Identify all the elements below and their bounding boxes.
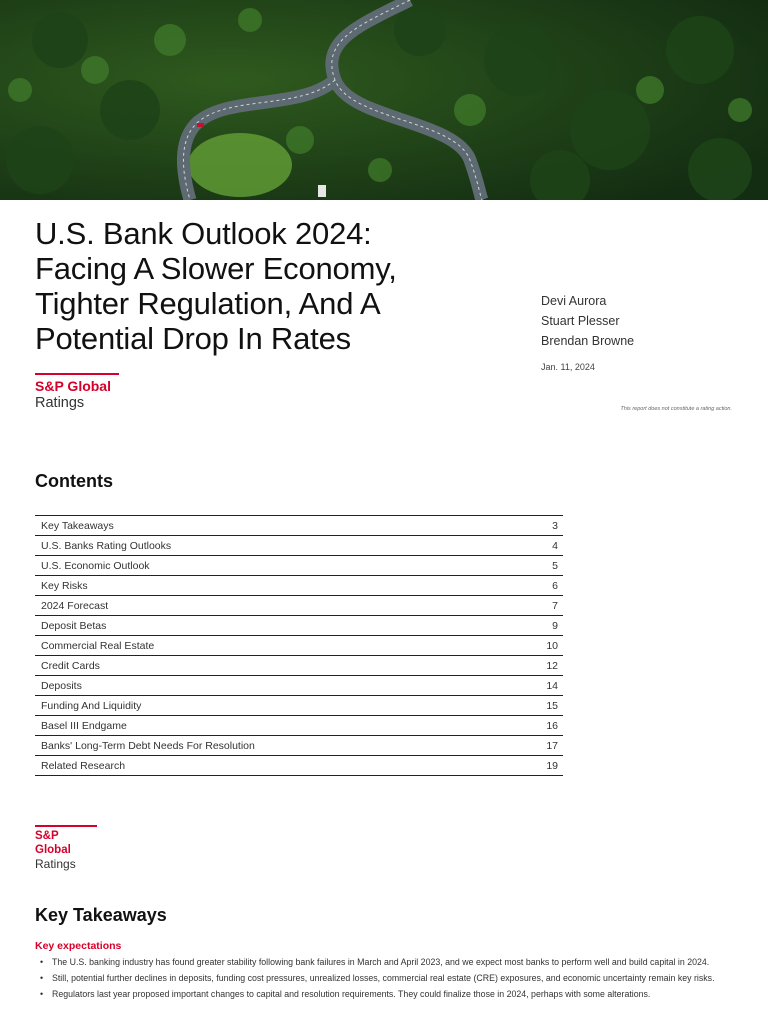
toc-row[interactable] xyxy=(35,736,563,756)
toc-row[interactable] xyxy=(35,516,563,536)
toc-row[interactable] xyxy=(35,756,563,776)
toc-page: 16 xyxy=(546,719,558,732)
toc-page: 5 xyxy=(552,559,558,572)
toc-page: 17 xyxy=(546,739,558,752)
logo-rule xyxy=(35,825,97,827)
toc-label: Commercial Real Estate xyxy=(41,639,155,652)
toc-page: 12 xyxy=(546,659,558,672)
logo-rule xyxy=(35,373,119,375)
toc-row[interactable] xyxy=(35,536,563,556)
rating-disclaimer: This report does not constitute a rating action. xyxy=(620,406,732,412)
report-date: Jan. 11, 2024 xyxy=(541,362,595,372)
sp-global-ratings-logo xyxy=(35,373,119,412)
logo-sub: Ratings xyxy=(35,395,85,411)
table-of-contents xyxy=(35,515,563,776)
toc-label: Key Takeaways xyxy=(41,519,114,532)
toc-row[interactable] xyxy=(35,616,563,636)
list-item: • Regulators last year proposed important changes to capital and resolution requirements. They could finalize those in 2024, perhaps with some alterations. xyxy=(38,989,738,1000)
toc-label: Credit Cards xyxy=(41,659,100,672)
toc-page: 4 xyxy=(552,539,558,552)
toc-row[interactable] xyxy=(35,576,563,596)
toc-page: 15 xyxy=(546,699,558,712)
toc-row[interactable] xyxy=(35,696,563,716)
logo-brand: S&P Global xyxy=(35,378,111,394)
toc-page: 3 xyxy=(552,519,558,532)
sp-global-ratings-logo-small xyxy=(35,825,97,871)
toc-row[interactable] xyxy=(35,596,563,616)
contents-heading: Contents xyxy=(35,471,113,491)
list-item: • The U.S. banking industry has found greater stability following bank failures in March and April 2023, and we expect most banks to perform well and build capital in 2024. xyxy=(38,957,738,968)
toc-label: 2024 Forecast xyxy=(41,599,109,612)
toc-page: 7 xyxy=(552,599,558,612)
toc-label: U.S. Banks Rating Outlooks xyxy=(41,539,172,552)
toc-label: Deposit Betas xyxy=(41,619,107,632)
toc-label: U.S. Economic Outlook xyxy=(41,559,150,572)
author-name: Brendan Browne xyxy=(541,334,635,348)
toc-label: Funding And Liquidity xyxy=(41,699,142,712)
cover-photo-winding-road xyxy=(0,0,768,200)
author-list xyxy=(541,291,634,351)
toc-page: 6 xyxy=(552,579,558,592)
list-item: • Still, potential further declines in deposits, funding cost pressures, unrealized losses, commercial real estate (CRE) exposures, and economic uncertainty remain key risks. xyxy=(38,973,738,984)
toc-label: Related Research xyxy=(41,759,126,772)
toc-page: 14 xyxy=(546,679,558,692)
author-name: Devi Aurora xyxy=(541,294,607,308)
key-expectations-subheading: Key expectations xyxy=(35,940,122,952)
toc-label: Key Risks xyxy=(41,579,88,592)
toc-label: Banks' Long-Term Debt Needs For Resolution xyxy=(41,739,255,752)
author-name: Stuart Plesser xyxy=(541,314,620,328)
key-takeaways-heading: Key Takeaways xyxy=(35,905,167,925)
key-expectations-list xyxy=(38,957,738,1005)
toc-label: Basel III Endgame xyxy=(41,719,127,732)
toc-label: Deposits xyxy=(41,679,82,692)
toc-page: 9 xyxy=(552,619,558,632)
toc-page: 10 xyxy=(546,639,558,652)
toc-row[interactable] xyxy=(35,716,563,736)
toc-row[interactable] xyxy=(35,636,563,656)
toc-page: 19 xyxy=(546,759,558,772)
toc-row[interactable] xyxy=(35,556,563,576)
toc-row[interactable] xyxy=(35,676,563,696)
report-title: U.S. Bank Outlook 2024: Facing A Slower Economy, Tighter Regulation, And A Potential Drop In Rates xyxy=(35,216,397,356)
logo-brand: S&P Global xyxy=(35,830,71,856)
toc-row[interactable] xyxy=(35,656,563,676)
logo-sub: Ratings xyxy=(35,857,76,871)
